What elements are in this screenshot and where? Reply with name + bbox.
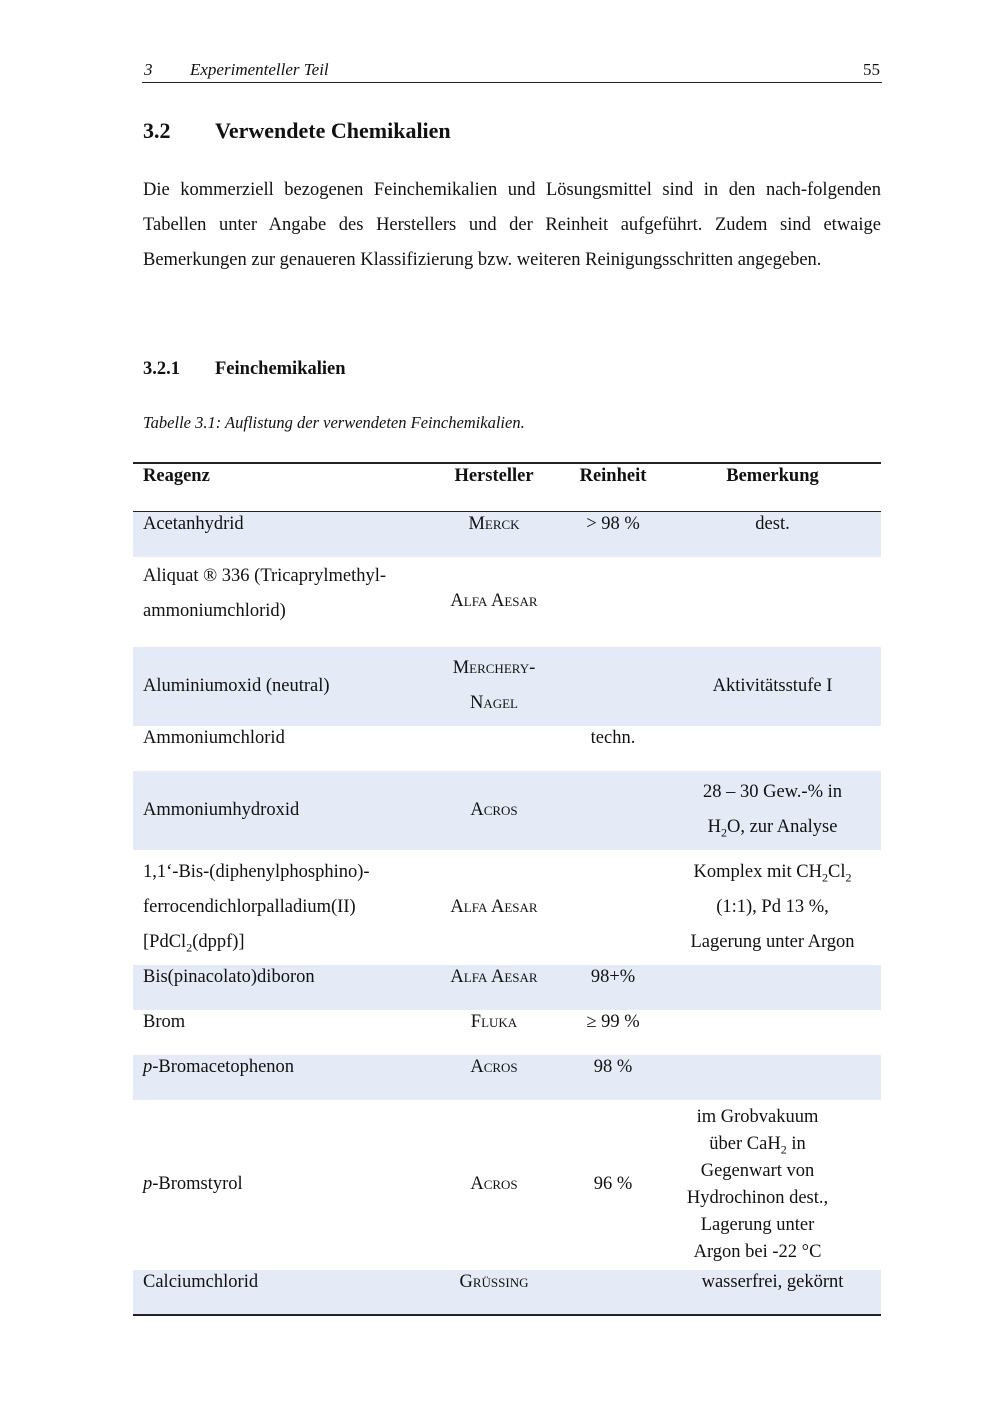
section-number: 3.2 [143, 118, 171, 143]
cell-manufacturer: Acros [426, 1055, 562, 1100]
cell-reagent: Bis(pinacolato)diboron [133, 965, 426, 1010]
cell-manufacturer: Acros [426, 771, 562, 850]
cell-remark [664, 965, 881, 1010]
table-row [133, 557, 881, 647]
remark-text: H [707, 817, 721, 837]
table-row [133, 1055, 881, 1100]
cell-reagent: Brom [143, 1011, 186, 1032]
cell-remark: Aktivitätsstufe I [664, 647, 881, 726]
table-row [133, 647, 881, 726]
remark-line [664, 855, 881, 890]
reagent-italic-prefix: p [143, 1056, 153, 1077]
cell-reagent: Acetanhydrid [133, 512, 426, 557]
remark-text: Komplex mit CH [693, 861, 822, 882]
header-reagent: Reagenz [133, 463, 426, 512]
header-chapter-number: 3 [144, 60, 153, 79]
cell-purity: 98+% [562, 965, 664, 1010]
table-row [133, 1270, 881, 1315]
cell-purity [562, 647, 664, 726]
manufacturer-line: Merchery- [452, 658, 536, 678]
cell-manufacturer: Fluka [470, 1011, 518, 1032]
cell-manufacturer: Grüssing [426, 1270, 562, 1315]
cell-remark [664, 1055, 881, 1100]
cell-purity [562, 557, 664, 647]
manufacturer-line: Nagel [469, 693, 519, 713]
table-header-row [133, 463, 881, 512]
cell-purity [562, 850, 664, 965]
reagent-line [143, 925, 426, 960]
cell-purity: 96 % [593, 1174, 633, 1194]
subscript: 2 [720, 825, 727, 840]
reagent-line: 1,1‘-Bis-(diphenylphosphino)- [143, 861, 370, 882]
cell-purity: > 98 % [562, 512, 664, 557]
remark-line: Hydrochinon dest., [686, 1187, 829, 1208]
remark-line [664, 810, 881, 845]
cell-reagent: Ammoniumchlorid [143, 727, 285, 748]
cell-remark [664, 557, 881, 647]
remark-line: 28 – 30 Gew.-% in [702, 782, 843, 802]
reagent-line: ferrocendichlorpalladium(II) [143, 896, 356, 917]
subscript: 2 [186, 940, 193, 955]
reagent-text: (dppf)] [192, 931, 245, 952]
cell-remark: dest. [664, 512, 881, 557]
remark-line: Gegenwart von [700, 1160, 815, 1181]
cell-remark [664, 726, 881, 771]
remark-text: Cl [828, 861, 846, 882]
remark-line: (1:1), Pd 13 %, [716, 896, 829, 917]
table-caption: Tabelle 3.1: Auflistung der verwendeten Feinchemikalien. [143, 413, 525, 432]
cell-manufacturer: Alfa Aesar [450, 896, 538, 917]
reagent-text: [PdCl [143, 931, 187, 952]
cell-manufacturer [426, 647, 562, 726]
table-row [133, 1100, 881, 1270]
cell-remark [664, 1010, 881, 1055]
cell-manufacturer [426, 726, 562, 771]
table-row [133, 965, 881, 1010]
reagent-text: -Bromacetophenon [152, 1056, 295, 1077]
subsection-title: Feinchemikalien [215, 359, 346, 379]
reagent-text: -Bromstyrol [152, 1174, 243, 1194]
remark-line [664, 1131, 851, 1158]
header-chapter-title: Experimenteller Teil [190, 60, 329, 79]
remark-line: Lagerung unter [700, 1214, 815, 1235]
table-row [133, 512, 881, 557]
remark-text: in [786, 1133, 806, 1154]
remark-line: Argon bei -22 °C [693, 1241, 822, 1262]
cell-reagent [133, 1055, 426, 1100]
table-row [133, 850, 881, 965]
cell-reagent: Calciumchlorid [133, 1270, 426, 1315]
table-row [133, 771, 881, 850]
subsection-heading [143, 359, 346, 380]
cell-purity: 98 % [562, 1055, 664, 1100]
subsection-number: 3.2.1 [143, 359, 180, 379]
table-row [133, 1010, 881, 1055]
reagent-line: ammoniumchlorid) [143, 600, 286, 621]
subscript: 2 [780, 1142, 787, 1157]
cell-remark [664, 850, 881, 965]
page-header [142, 58, 882, 83]
cell-remark: wasserfrei, gekörnt [664, 1270, 881, 1315]
section-heading [143, 118, 451, 144]
section-title: Verwendete Chemikalien [215, 118, 451, 143]
cell-manufacturer: Merck [426, 512, 562, 557]
remark-line: im Grobvakuum [696, 1106, 819, 1127]
subscript: 2 [845, 870, 852, 885]
table-row [133, 726, 881, 771]
chemicals-table [133, 462, 881, 1316]
cell-manufacturer: Alfa Aesar [426, 965, 562, 1010]
reagent-line: Aliquat ® 336 (Tricaprylmethyl- [143, 565, 387, 586]
cell-remark [664, 1100, 881, 1270]
header-manufacturer: Hersteller [426, 463, 562, 512]
cell-purity [562, 1270, 664, 1315]
intro-paragraph: Die kommerziell bezogenen Feinchemikalien und Lösungsmittel sind in den nach-folgenden Tabellen unter Angabe des Herstellers und der Reinheit aufgeführt. Zudem sind etwaige Bemerkungen zur genaueren Klassifizierung bzw. weiteren Reinigungsschritten angegeben. [143, 180, 881, 270]
cell-reagent [133, 850, 426, 965]
cell-reagent [133, 557, 426, 647]
remark-text: über CaH [709, 1133, 781, 1154]
cell-purity: ≥ 99 % [586, 1011, 640, 1032]
cell-reagent: Ammoniumhydroxid [133, 771, 426, 850]
header-remark: Bemerkung [664, 463, 881, 512]
reagent-italic-prefix: p [143, 1174, 153, 1194]
subscript: 2 [822, 870, 828, 885]
header-purity: Reinheit [562, 463, 664, 512]
cell-reagent [133, 1100, 426, 1270]
cell-reagent: Aluminiumoxid (neutral) [133, 647, 426, 726]
cell-manufacturer: Alfa Aesar [450, 591, 538, 611]
cell-purity [562, 771, 664, 850]
remark-text: O, zur Analyse [726, 817, 838, 837]
cell-manufacturer: Acros [470, 1174, 518, 1194]
cell-purity: techn. [590, 727, 636, 748]
header-page-number: 55 [863, 60, 880, 79]
remark-line: Lagerung unter Argon [690, 931, 855, 952]
cell-remark [664, 771, 881, 850]
